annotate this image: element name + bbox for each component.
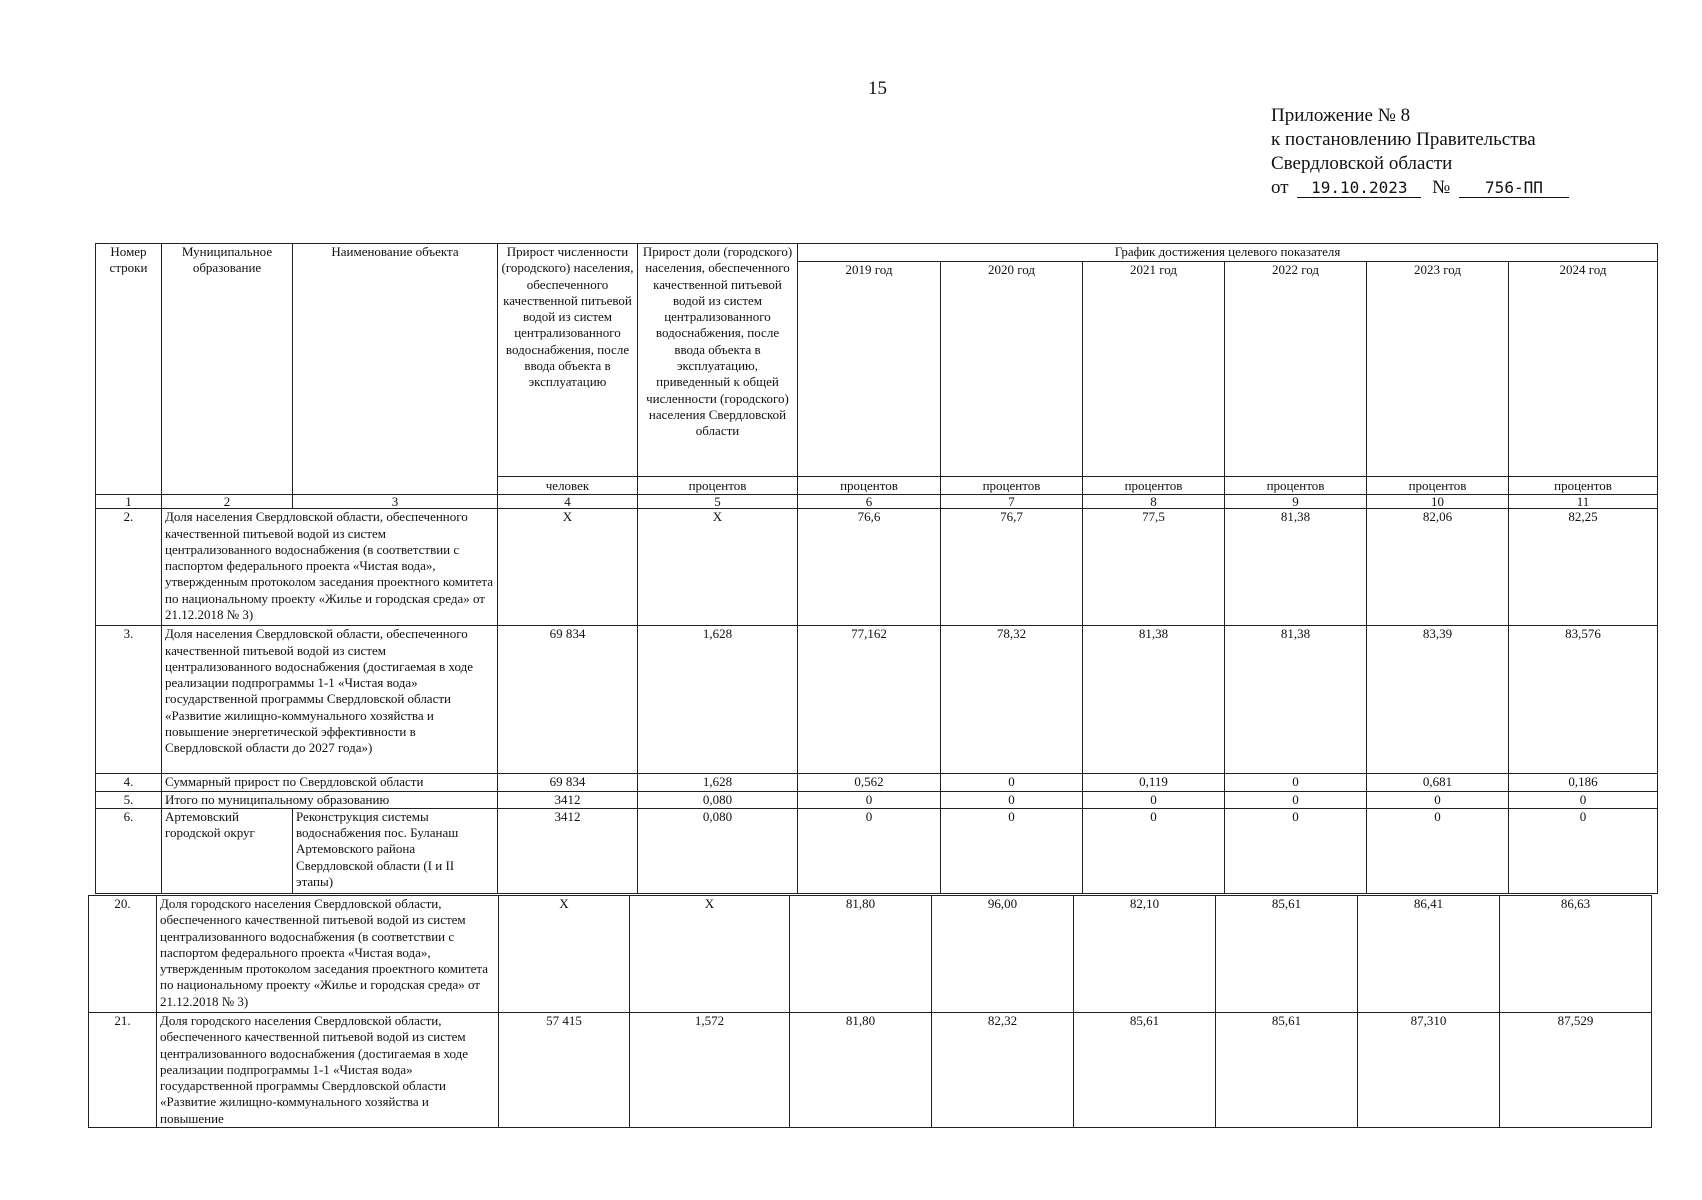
header-municipality: Муниципальное образование <box>162 244 293 477</box>
row-number: 21. <box>89 1013 157 1128</box>
row-number: 5. <box>96 791 162 808</box>
column-numbers-row <box>96 495 1658 509</box>
unit-percent: процентов <box>941 477 1083 495</box>
row-number: 3. <box>96 626 162 774</box>
population-increase-value: 57 415 <box>499 1013 630 1128</box>
value-2024: 82,25 <box>1509 509 1658 626</box>
share-increase-value: Х <box>638 509 798 626</box>
resolution-date: 19.10.2023 <box>1297 179 1421 198</box>
value-2021: 77,5 <box>1083 509 1225 626</box>
population-increase-value: Х <box>499 896 630 1013</box>
row-description: Доля городского населения Свердловской области, обеспеченного качественной питьевой водой из систем централизованного водоснабжения (в соответствии с паспортом федерального проекта «Чистая вода», утвержденным протоколом заседания проектного комитета по национальному проекту «Жилье и городская среда» от 21.12.2018 № 3) <box>157 896 499 1013</box>
header-share-increase: Прирост доли (городского) населения, обеспеченного качественной питьевой водой из систем централизованного водоснабжения, после ввода объекта в эксплуатацию, приведенный к общей численности (городского) населения Свердловской области <box>638 244 798 477</box>
resolution-number: 756-ПП <box>1459 179 1569 198</box>
row-description: Итого по муниципальному образованию <box>162 791 498 808</box>
value-2020: 0 <box>941 774 1083 791</box>
value-2024: 0 <box>1509 791 1658 808</box>
share-increase-value: 1,628 <box>638 774 798 791</box>
value-2022: 0 <box>1225 808 1367 893</box>
row-description: Доля населения Свердловской области, обеспеченного качественной питьевой водой из систем централизованного водоснабжения (в соответствии с паспортом федерального проекта «Чистая вода», утвержденным протоколом заседания проектного комитета по национальному проекту «Жилье и городская среда» от 21.12.2018 № 3) <box>162 509 498 626</box>
unit-percent: процентов <box>1083 477 1225 495</box>
population-increase-value: Х <box>498 509 638 626</box>
value-2024: 0 <box>1509 808 1658 893</box>
header-population-increase: Прирост численности (городского) населения, обеспеченного качественной питьевой водой из систем централизованного водоснабжения, после ввода объекта в эксплуатацию <box>498 244 638 477</box>
value-2021: 0 <box>1083 808 1225 893</box>
share-increase-value: 1,628 <box>638 626 798 774</box>
unit-percent: процентов <box>798 477 941 495</box>
row-object-name: Реконструкция системы водоснабжения пос. Буланаш Артемовского района Свердловской области (I и II этапы) <box>293 808 498 893</box>
column-number: 8 <box>1083 495 1225 509</box>
urban-indicator-table <box>88 895 1652 1128</box>
value-2024: 0,186 <box>1509 774 1658 791</box>
header-row-number: Номер строки <box>96 244 162 477</box>
table-row <box>96 808 1658 893</box>
header-year-2020: 2020 год <box>941 262 1083 477</box>
unit-percent: процентов <box>1367 477 1509 495</box>
row-description: Доля населения Свердловской области, обеспеченного качественной питьевой водой из систем централизованного водоснабжения (достигаемая в ходе реализации подпрограммы 1-1 «Чистая вода» государственной программы Свердловской области «Развитие жилищно-коммунального хозяйства и повышение энергетической эффективности в Свердловской области до 2027 года») <box>162 626 498 774</box>
appendix-header <box>1271 104 1569 200</box>
header-year-2021: 2021 год <box>1083 262 1225 477</box>
header-year-2019: 2019 год <box>798 262 941 477</box>
table-row <box>96 791 1658 808</box>
appendix-line-2: к постановлению Правительства <box>1271 129 1536 150</box>
value-2023: 83,39 <box>1367 626 1509 774</box>
value-2020: 76,7 <box>941 509 1083 626</box>
share-increase-value: 1,572 <box>630 1013 790 1128</box>
value-2019: 0 <box>798 791 941 808</box>
header-year-2023: 2023 год <box>1367 262 1509 477</box>
table-row <box>89 896 1652 1013</box>
share-increase-value: 0,080 <box>638 791 798 808</box>
value-2019: 76,6 <box>798 509 941 626</box>
table-row <box>89 1013 1652 1128</box>
column-number: 9 <box>1225 495 1367 509</box>
table-row <box>96 626 1658 774</box>
column-number: 6 <box>798 495 941 509</box>
row-number: 2. <box>96 509 162 626</box>
value-2020: 0 <box>941 808 1083 893</box>
row-number: 20. <box>89 896 157 1013</box>
header-year-2022: 2022 год <box>1225 262 1367 477</box>
value-2019: 81,80 <box>790 1013 932 1128</box>
table-row <box>96 774 1658 791</box>
value-2021: 0,119 <box>1083 774 1225 791</box>
unit-percent: процентов <box>638 477 798 495</box>
value-2023: 0,681 <box>1367 774 1509 791</box>
column-number: 5 <box>638 495 798 509</box>
value-2023: 87,310 <box>1358 1013 1500 1128</box>
value-2023: 86,41 <box>1358 896 1500 1013</box>
value-2023: 0 <box>1367 808 1509 893</box>
value-2020: 82,32 <box>932 1013 1074 1128</box>
page-number: 15 <box>868 78 887 99</box>
column-number: 3 <box>293 495 498 509</box>
date-prefix: от <box>1271 177 1289 198</box>
table-row <box>96 509 1658 626</box>
value-2021: 81,38 <box>1083 626 1225 774</box>
value-2019: 0,562 <box>798 774 941 791</box>
value-2021: 82,10 <box>1074 896 1216 1013</box>
value-2024: 86,63 <box>1500 896 1652 1013</box>
column-number: 10 <box>1367 495 1509 509</box>
value-2019: 0 <box>798 808 941 893</box>
unit-percent: процентов <box>1509 477 1658 495</box>
share-increase-value: 0,080 <box>638 808 798 893</box>
target-indicator-table <box>95 243 1658 894</box>
unit-percent: процентов <box>1225 477 1367 495</box>
appendix-title: Приложение № 8 <box>1271 105 1411 126</box>
column-number: 1 <box>96 495 162 509</box>
column-number: 4 <box>498 495 638 509</box>
value-2024: 87,529 <box>1500 1013 1652 1128</box>
column-number: 11 <box>1509 495 1658 509</box>
value-2022: 81,38 <box>1225 509 1367 626</box>
value-2022: 85,61 <box>1216 896 1358 1013</box>
population-increase-value: 69 834 <box>498 626 638 774</box>
value-2022: 81,38 <box>1225 626 1367 774</box>
header-year-2024: 2024 год <box>1509 262 1658 477</box>
value-2021: 85,61 <box>1074 1013 1216 1128</box>
column-number: 2 <box>162 495 293 509</box>
appendix-date-line <box>1271 176 1569 200</box>
value-2022: 0 <box>1225 791 1367 808</box>
header-schedule: График достижения целевого показателя <box>798 244 1658 262</box>
row-municipality: Артемовский городской округ <box>162 808 293 893</box>
population-increase-value: 69 834 <box>498 774 638 791</box>
value-2024: 83,576 <box>1509 626 1658 774</box>
number-prefix: № <box>1432 177 1451 198</box>
unit-people: человек <box>498 477 638 495</box>
value-2023: 0 <box>1367 791 1509 808</box>
value-2021: 0 <box>1083 791 1225 808</box>
appendix-line-3: Свердловской области <box>1271 153 1453 174</box>
column-number: 7 <box>941 495 1083 509</box>
value-2020: 78,32 <box>941 626 1083 774</box>
population-increase-value: 3412 <box>498 808 638 893</box>
population-increase-value: 3412 <box>498 791 638 808</box>
header-object-name: Наименование объекта <box>293 244 498 477</box>
row-description: Суммарный прирост по Свердловской области <box>162 774 498 791</box>
value-2020: 96,00 <box>932 896 1074 1013</box>
row-description: Доля городского населения Свердловской области, обеспеченного качественной питьевой водой из систем централизованного водоснабжения (достигаемая в ходе реализации подпрограммы 1-1 «Чистая вода» государственной программы Свердловской области «Развитие жилищно-коммунального хозяйства и повышение <box>157 1013 499 1128</box>
share-increase-value: Х <box>630 896 790 1013</box>
value-2023: 82,06 <box>1367 509 1509 626</box>
value-2019: 81,80 <box>790 896 932 1013</box>
value-2020: 0 <box>941 791 1083 808</box>
row-number: 6. <box>96 808 162 893</box>
value-2022: 85,61 <box>1216 1013 1358 1128</box>
value-2019: 77,162 <box>798 626 941 774</box>
row-number: 4. <box>96 774 162 791</box>
value-2022: 0 <box>1225 774 1367 791</box>
